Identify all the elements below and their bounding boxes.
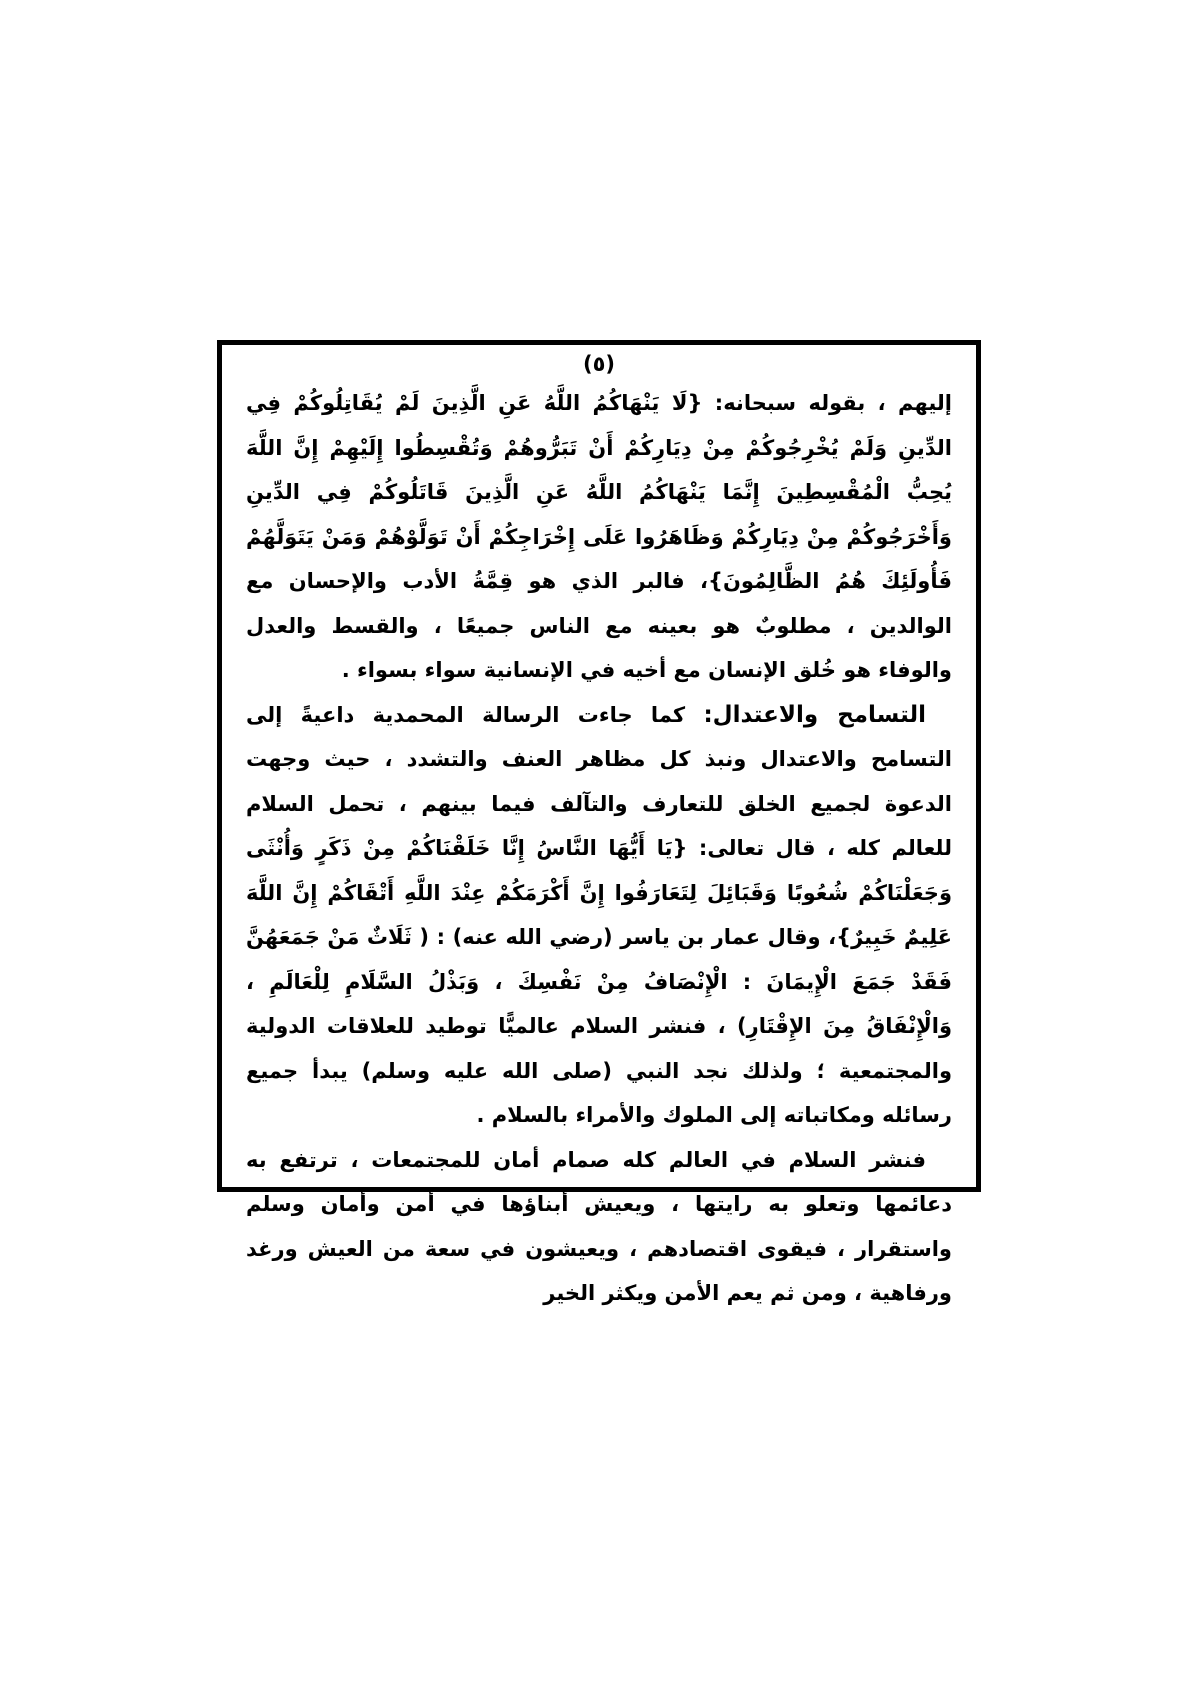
paragraph-quran-kindness: إليهم ، بقوله سبحانه: {لَا يَنْهَاكُمُ اللَّهُ عَنِ الَّذِينَ لَمْ يُقَاتِلُوكُمْ فِي الدِّينِ وَلَمْ يُخْرِجُوكُمْ مِنْ دِيَارِكُمْ أَنْ تَبَرُّوهُمْ وَتُقْسِطُوا إِلَيْهِمْ إِنَّ اللَّهَ يُحِبُّ الْمُقْسِطِينَ إِنَّمَا يَنْهَاكُمُ اللَّهُ عَنِ الَّذِينَ قَاتَلُوكُمْ فِي الدِّينِ وَأَخْرَجُوكُمْ مِنْ دِيَارِكُمْ وَظَاهَرُوا عَلَى إِخْرَاجِكُمْ أَنْ تَوَلَّوْهُمْ وَمَنْ يَتَوَلَّهُمْ فَأُولَئِكَ هُمُ الظَّالِمُونَ}، فالبر الذي هو قِمَّةُ الأدب والإحسان مع الوالدين ، مطلوبٌ هو بعينه مع الناس جميعًا ، والقسط والعدل والوفاء هو خُلق الإنسان مع أخيه في الإنسانية سواء بسواء . — [246, 391, 952, 682]
text-body — [246, 381, 952, 1316]
page-frame — [217, 340, 981, 1305]
section-heading-tolerance: التسامح والاعتدال: — [703, 701, 926, 728]
paragraph-tolerance-text: كما جاءت الرسالة المحمدية داعيةً إلى التسامح والاعتدال ونبذ كل مظاهر العنف والتشدد ، حيث وجهت الدعوة لجميع الخلق للتعارف والتآلف فيما بينهم ، تحمل السلام للعالم كله ، قال تعالى: {يَا أَيُّهَا النَّاسُ إِنَّا خَلَقْنَاكُمْ مِنْ ذَكَرٍ وَأُنْثَى وَجَعَلْنَاكُمْ شُعُوبًا وَقَبَائِلَ لِتَعَارَفُوا إِنَّ أَكْرَمَكُمْ عِنْدَ اللَّهِ أَتْقَاكُمْ إِنَّ اللَّهَ عَلِيمٌ خَبِيرٌ}، وقال عمار بن ياسر (رضي الله عنه) : ( ثَلَاثٌ مَنْ جَمَعَهُنَّ فَقَدْ جَمَعَ الْإِيمَانَ : الْإِنْصَافُ مِنْ نَفْسِكَ ، وَبَذْلُ السَّلَامِ لِلْعَالَمِ ، وَالْإِنْفَاقُ مِنَ الإِقْتَارِ) ، فنشر السلام عالميًّا توطيد للعلاقات الدولية والمجتمعية ؛ ولذلك نجد النبي (صلى الله عليه وسلم) يبدأ جميع رسائله ومكاتباته إلى الملوك والأمراء بالسلام . — [246, 702, 952, 1127]
paragraph-tolerance — [246, 693, 952, 1138]
page-number: (٥) — [582, 352, 616, 376]
paragraph-peace: فنشر السلام في العالم كله صمام أمان للمجتمعات ، ترتفع به دعائمها وتعلو به رايتها ، ويعيش أبناؤها في أمن وأمان وسلم واستقرار ، فيقوى اقتصادهم ، ويعيشون في سعة من العيش ورغد ورفاهية ، ومن ثم يعم الأمن ويكثر الخير — [246, 1147, 952, 1305]
